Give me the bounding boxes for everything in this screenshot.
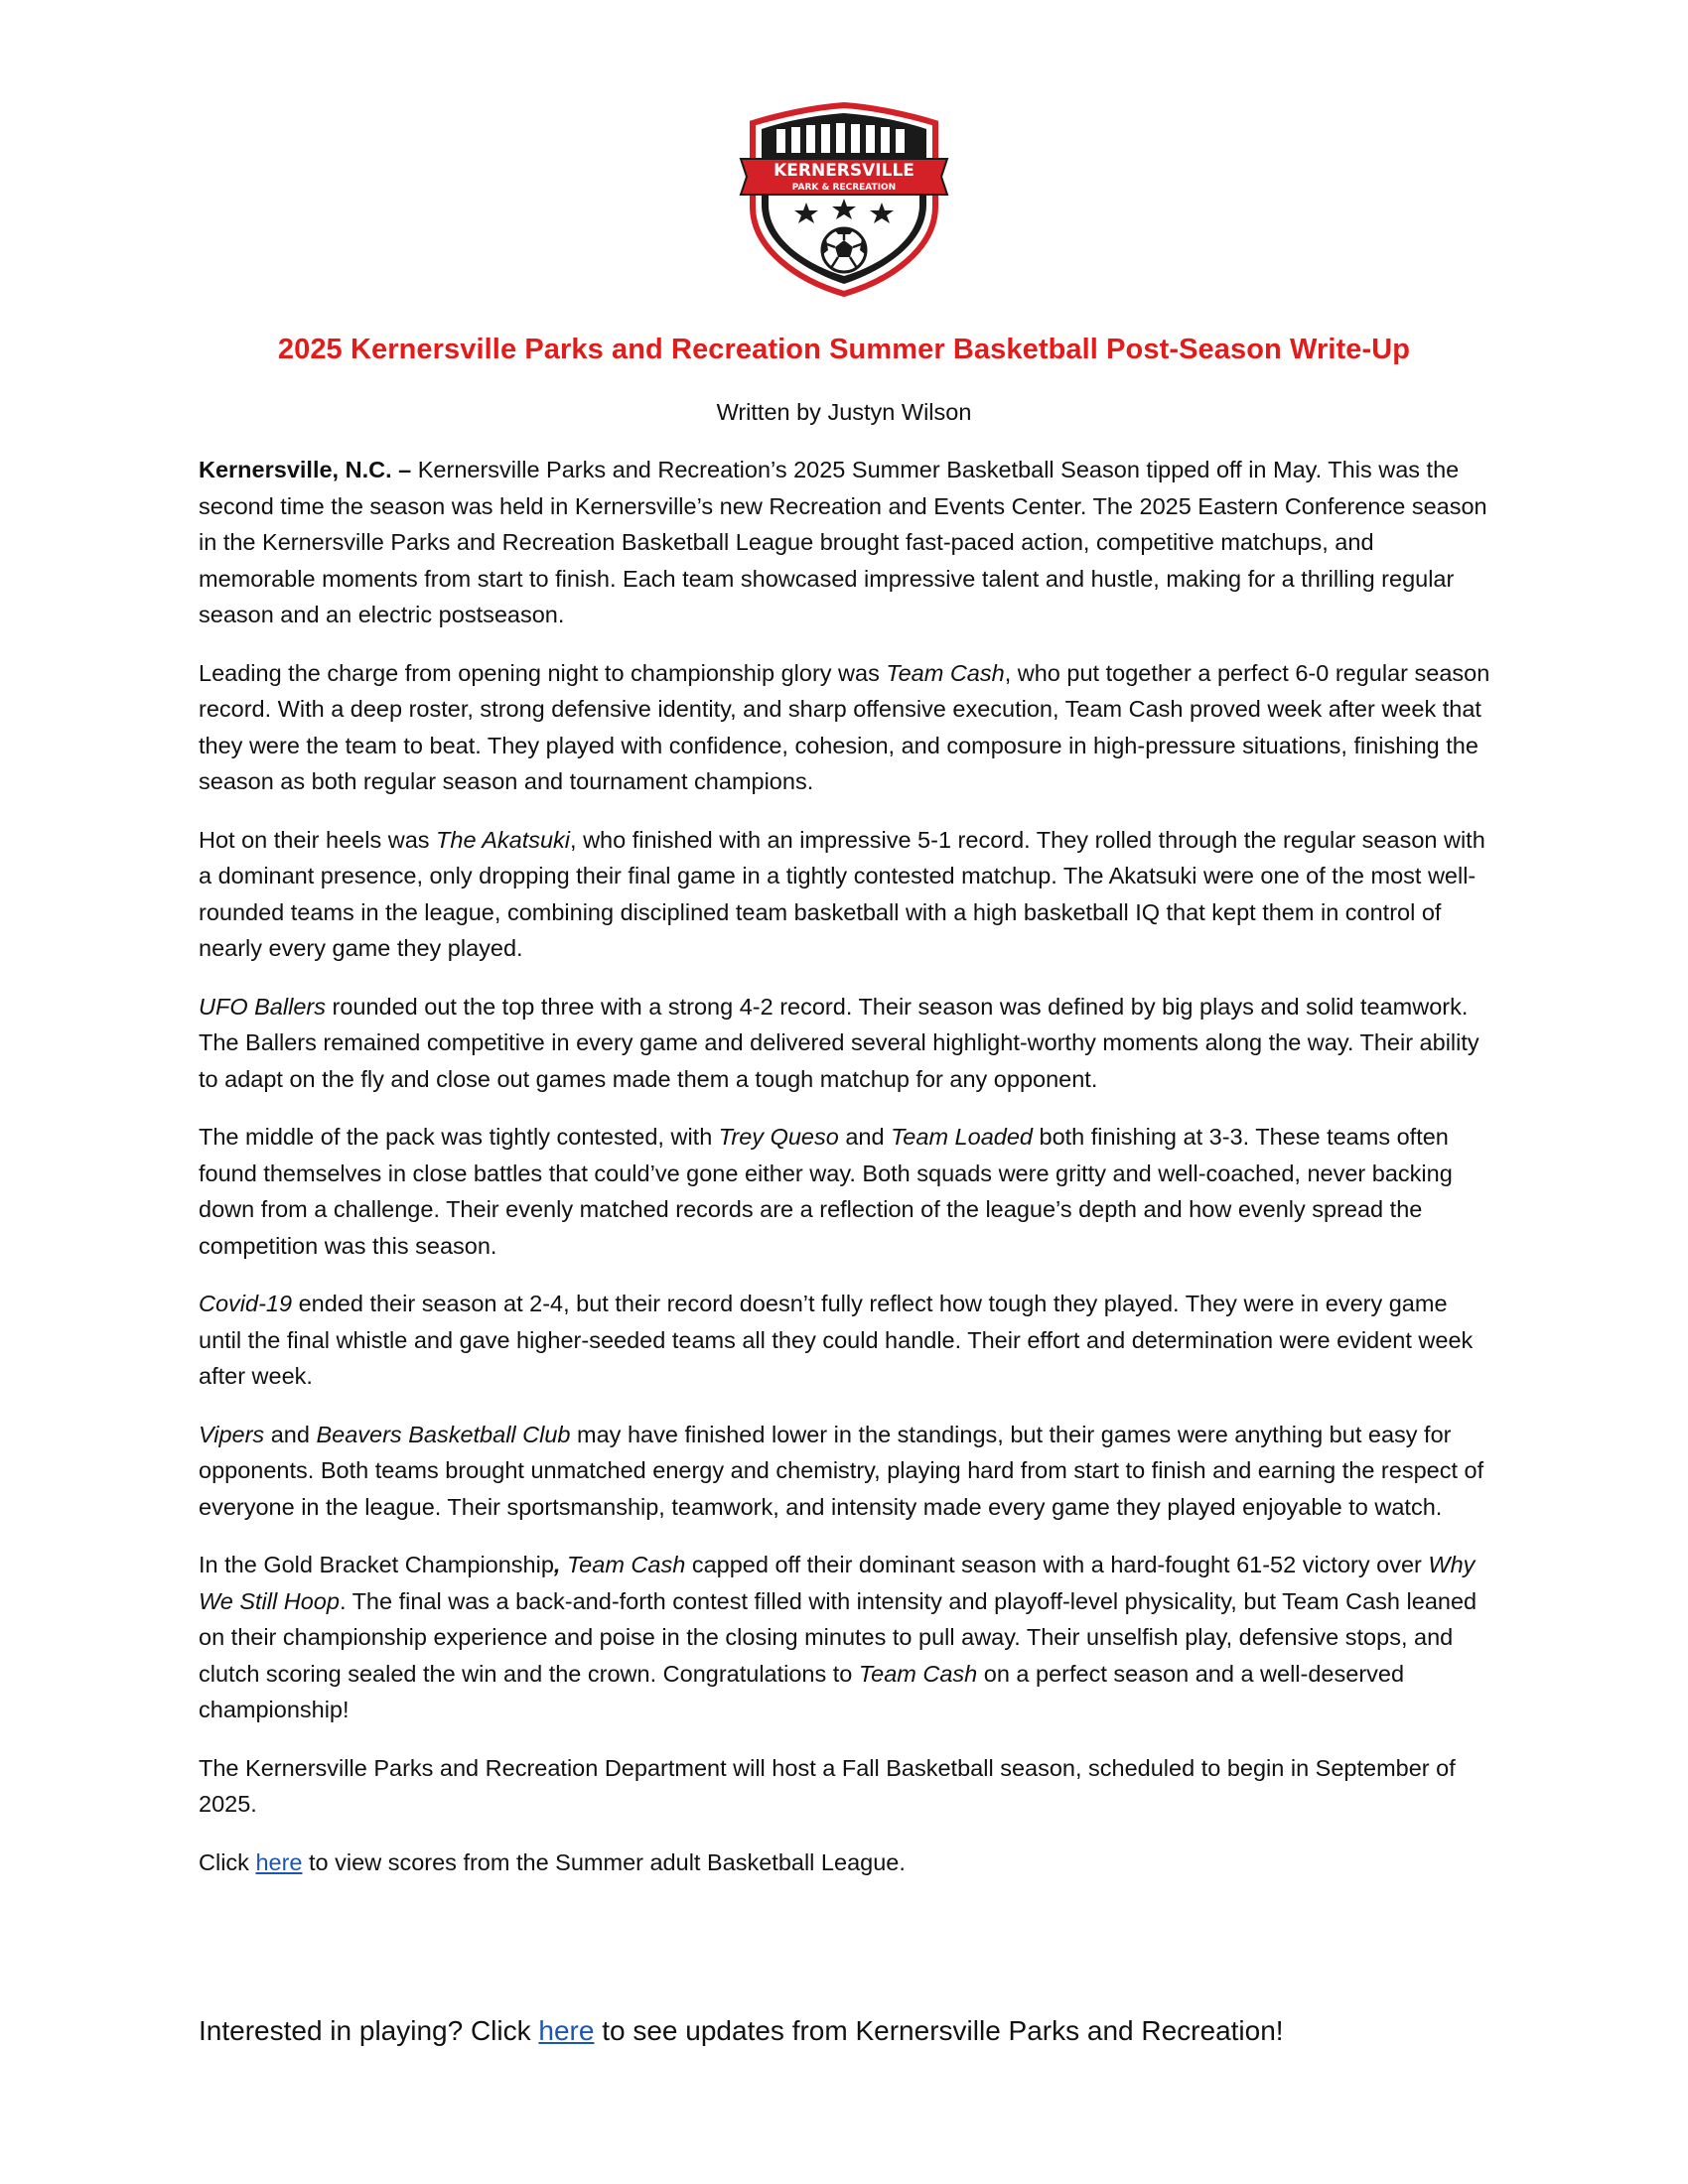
paragraph-covid-19: Covid-19 ended their season at 2-4, but their record doesn’t fully reflect how tough they played. They were in every game until the final whistle and gave higher-seeded teams all they could handle. Their effort and determination were evident week after week.: [199, 1291, 1474, 1389]
dateline: Kernersville, N.C. –: [199, 457, 412, 482]
paragraph-akatsuki: Hot on their heels was The Akatsuki, who finished with an impressive 5-1 record. They rolled through the regular season with a dominant presence, only dropping their final game in a tightly contested matchup. The Akatsuki were one of the most well-rounded teams in the league, combining disciplined team basketball with a high basketball IQ that kept them in control of nearly every game they played.: [199, 826, 1485, 961]
byline: Written by Justyn Wilson: [716, 399, 972, 425]
paragraph-team-cash: Leading the charge from opening night to championship glory was Team Cash, who put together a perfect 6-0 regular season record. With a deep roster, strong defensive identity, and sharp offensive execution, Team Cash proved week after week that they were the team to beat. They played with confidence, cohesion, and composure in high-pressure situations, finishing the season as both regular season and tournament champions.: [199, 659, 1490, 794]
paragraph-intro: Kernersville, N.C. – Kernersville Parks and Recreation’s 2025 Summer Basketball Season tipped off in May. This was the second time the season was held in Kernersville’s new Recreation and Events Center. The 2025 Eastern Conference season in the Kernersville Parks and Recreation Basketball League brought fast-paced action, competitive matchups, and memorable moments from start to finish. Each team showcased impressive talent and hustle, making for a thrilling regular season and an electric postseason.: [199, 457, 1487, 627]
team-name: Covid-19: [199, 1291, 293, 1316]
team-name: Vipers: [199, 1421, 265, 1447]
team-name: UFO Ballers: [199, 993, 326, 1020]
kernersville-logo: [735, 99, 953, 298]
scores-link[interactable]: here: [255, 1848, 303, 1875]
logo-line2: PARK & RECREATION: [791, 183, 897, 193]
logo-line1: KERNERSVILLE: [774, 161, 914, 181]
paragraph-middle-pack: The middle of the pack was tightly contested, with Trey Queso and Team Loaded both finishing at 3-3. These teams often found themselves in close battles that could’ve gone either way. Both squads were gritty and well-coached, never backing down from a challenge. Their evenly matched records are a reflection of the league’s depth and how evenly spread the competition was this season.: [199, 1124, 1453, 1259]
team-name: Team Cash: [566, 1552, 686, 1577]
footer-callout: Interested in playing? Click here to see updates from Kernersville Parks and Recreation!: [199, 2015, 1284, 2046]
paragraph-scores-link: Click here to view scores from the Summer adult Basketball League.: [199, 1848, 906, 1875]
team-name: Beavers Basketball Club: [316, 1421, 571, 1447]
paragraph-championship: In the Gold Bracket Championship, Team Cash capped off their dominant season with a hard-fought 61-52 victory over Why We Still Hoop. The final was a back-and-forth contest filled with intensity and playoff-level physicality, but Team Cash leaned on their championship experience and poise in the closing minutes to pull away. Their unselfish play, defensive stops, and clutch scoring sealed the win and the crown. Congratulations to Team Cash on a perfect season and a well-deserved championship!: [199, 1552, 1477, 1722]
team-name: Trey Queso: [718, 1124, 839, 1150]
paragraph-fall-season: The Kernersville Parks and Recreation Department will host a Fall Basketball season, scheduled to begin in September of 2025.: [199, 1754, 1456, 1817]
article-body: [199, 452, 1494, 1902]
team-name: Team Cash: [886, 659, 1005, 686]
team-name: Team Cash: [858, 1660, 978, 1687]
team-name: Team Loaded: [891, 1124, 1033, 1150]
kernersville-crest-icon: [735, 99, 953, 298]
team-name: The Akatsuki: [436, 826, 571, 853]
paragraph-ufo-ballers: UFO Ballers rounded out the top three with a strong 4-2 record. Their season was defined by big plays and solid teamwork. The Ballers remained competitive in every game and delivered several highlight-worthy moments along the way. Their ability to adapt on the fly and close out games made them a tough matchup for any opponent.: [199, 993, 1479, 1092]
paragraph-vipers-beavers: Vipers and Beavers Basketball Club may have finished lower in the standings, but their games were anything but easy for opponents. Both teams brought unmatched energy and chemistry, playing hard from start to finish and earning the respect of everyone in the league. Their sportsmanship, teamwork, and intensity made every game they played enjoyable to watch.: [199, 1421, 1484, 1520]
page-title: 2025 Kernersville Parks and Recreation Summer Basketball Post-Season Write-Up: [277, 334, 1411, 365]
updates-link[interactable]: here: [538, 2015, 595, 2046]
team-name: Why We Still Hoop: [199, 1552, 1476, 1614]
